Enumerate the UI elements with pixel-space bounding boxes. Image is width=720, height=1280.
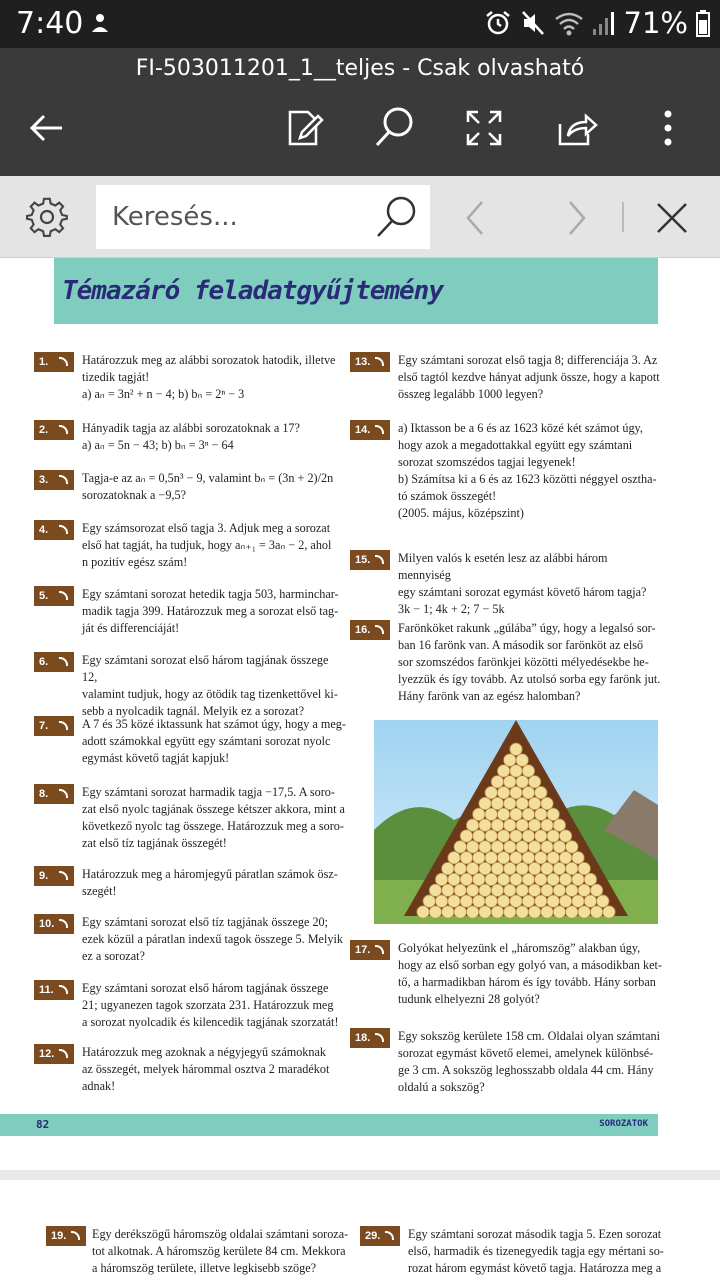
exercise-text: Egy számtani sorozat hetedik tagja 503, harminchar- madik tagja 399. Határozzuk meg a sorozat első tag- ját és differenciáját!	[82, 587, 339, 635]
log-end	[516, 884, 528, 896]
exercise-text: Tagja-e az aₙ = 0,5n³ − 9, valamint bₙ = (3n + 2)/2n sorozatoknak a −9,5?	[82, 471, 334, 502]
log-end	[516, 797, 528, 809]
log-end	[547, 873, 559, 885]
log-end	[473, 852, 485, 864]
exercise-number: 15.	[350, 550, 390, 570]
log-end	[528, 906, 540, 918]
log-end	[528, 797, 540, 809]
log-end	[504, 884, 516, 896]
log-end	[528, 819, 540, 831]
log-end	[522, 786, 534, 798]
exercise-number: 13.	[350, 352, 390, 372]
exercise-number: 29.	[360, 1226, 400, 1246]
exercise-text: A 7 és 35 közé iktassunk hat számot úgy, hogy a meg- adott számokkal együtt egy számtani sorozat nyolc egymást követő tagját kapjuk!	[82, 717, 346, 765]
mute-icon	[520, 9, 546, 37]
exercise	[34, 420, 346, 456]
exercise	[350, 550, 662, 616]
log-end	[516, 841, 528, 853]
exercise-text: Farönköket rakunk „gúlába” úgy, hogy a legalsó sor- ban 16 farönk van. A második sor farönköt az első sor szomszédos farönkjei közötti mélyedésekbe he- lyezzük és így tovább. Az utolsó sorba egy farönk jut. Hány farönk van az egész halomban?	[398, 621, 661, 703]
log-end	[479, 862, 491, 874]
exercise	[34, 866, 346, 902]
log-end	[547, 852, 559, 864]
exercise-text: Egy számtani sorozat első három tagjának összege 21; ugyanezen tagok szorzata 231. Határozzuk meg a sorozat nyolcadik és kilencedik tagjának szorzatát!	[82, 981, 339, 1029]
log-end	[528, 841, 540, 853]
exercise	[360, 1226, 680, 1280]
exercise	[34, 980, 346, 1032]
battery-level: 71%	[623, 6, 688, 40]
wifi-icon	[554, 9, 584, 37]
log-end	[504, 862, 516, 874]
exercise-number: 8.	[34, 784, 74, 804]
toolbar-divider	[622, 202, 624, 232]
log-end	[559, 895, 571, 907]
log-end	[485, 873, 497, 885]
log-end	[572, 873, 584, 885]
log-end	[466, 819, 478, 831]
close-search-icon[interactable]	[652, 198, 692, 238]
back-arrow-icon[interactable]	[22, 104, 70, 152]
log-end	[559, 830, 571, 842]
battery-icon	[696, 9, 710, 37]
exercise-text: Határozzuk meg az alábbi sorozatok hatodik, illetve tizedik tagját! a) aₙ = 3n² + n − 4; b) bₙ = 2ⁿ − 3	[82, 353, 336, 401]
log-end	[541, 841, 553, 853]
next-result-icon[interactable]	[558, 198, 594, 238]
log-end	[442, 862, 454, 874]
exercise-text: Golyókat helyezünk el „háromszög” alakban úgy, hogy az első sorban egy golyó van, a másodikban ket- tő, a harmadikban három és így tovább. Hány sorban tudunk elhelyezni 28 golyót?	[398, 941, 662, 1006]
log-end	[429, 906, 441, 918]
log-end	[516, 862, 528, 874]
log-end	[497, 808, 509, 820]
log-end	[566, 884, 578, 896]
log-end	[485, 808, 497, 820]
exercise-number: 4.	[34, 520, 74, 540]
search-box	[96, 185, 430, 249]
log-end	[522, 765, 534, 777]
log-end	[504, 841, 516, 853]
log-end	[460, 895, 472, 907]
alarm-icon	[484, 9, 512, 37]
exercise-text: Milyen valós k esetén lesz az alábbi három mennyiség egy számtani sorozat egymást követő három tagja? 3k − 1; 4k + 2; 7 − 5k	[398, 551, 647, 616]
page-footer	[0, 1114, 658, 1136]
log-end	[491, 797, 503, 809]
exercise-text: Egy számtani sorozat első három tagjának összege 12, valamint tudjuk, hogy az ötödik tag tizenkettővel ki- sebb a nyolcadik tagnál. Melyik ez a sorozat?	[82, 653, 338, 718]
log-end	[572, 852, 584, 864]
exercise	[34, 586, 346, 638]
log-end	[547, 895, 559, 907]
log-end	[541, 906, 553, 918]
log-end	[553, 906, 565, 918]
log-end	[516, 906, 528, 918]
log-end	[566, 906, 578, 918]
exercise-text: Hányadik tagja az alábbi sorozatoknak a 17? a) aₙ = 5n − 43; b) bₙ = 3ⁿ − 64	[82, 421, 300, 452]
exercise	[350, 1028, 662, 1098]
exercise-number: 12.	[34, 1044, 74, 1064]
log-end	[541, 862, 553, 874]
log-end	[535, 852, 547, 864]
document-page	[0, 258, 720, 1170]
exercise-number: 7.	[34, 716, 74, 736]
log-end	[510, 895, 522, 907]
log-end	[491, 862, 503, 874]
log-end	[485, 830, 497, 842]
log-end	[485, 895, 497, 907]
log-end	[522, 895, 534, 907]
exercise-number: 6.	[34, 652, 74, 672]
log-end	[535, 786, 547, 798]
log-end	[510, 765, 522, 777]
log-end	[460, 830, 472, 842]
exercise-text: Határozzuk meg azoknak a négyjegyű számoknak az összegét, melyek hárommal osztva 2 maradékot adnak!	[82, 1045, 330, 1093]
log-end	[435, 895, 447, 907]
log-end	[491, 841, 503, 853]
log-end	[460, 873, 472, 885]
log-end	[559, 852, 571, 864]
log-end	[584, 895, 596, 907]
log-end	[510, 743, 522, 755]
log-end	[590, 884, 602, 896]
log-end	[491, 884, 503, 896]
log-end	[473, 808, 485, 820]
log-end	[510, 808, 522, 820]
log-end	[578, 906, 590, 918]
log-end	[522, 808, 534, 820]
exercise	[350, 352, 662, 404]
log-end	[435, 873, 447, 885]
exercise-text: Egy számtani sorozat harmadik tagja −17,5. A soro- zat első nyolc tagjának összege kétszer akkora, mint a következő nyolc tag összege. Határozzuk meg a soro- zat első tíz tagjának összegét!	[82, 785, 345, 850]
log-end	[597, 895, 609, 907]
exercise	[34, 652, 346, 718]
log-end	[466, 906, 478, 918]
log-end	[566, 862, 578, 874]
exercise-number: 16.	[350, 620, 390, 640]
log-end	[504, 776, 516, 788]
log-end	[448, 873, 460, 885]
chapter-title: Témazáró feladatgyűjtemény	[62, 276, 443, 306]
log-end	[448, 852, 460, 864]
exercise-number: 14.	[350, 420, 390, 440]
log-end	[541, 797, 553, 809]
status-bar	[0, 0, 720, 48]
fullscreen-icon[interactable]	[460, 104, 508, 152]
log-end	[547, 808, 559, 820]
exercise-text: Egy sokszög kerülete 158 cm. Oldalai olyan számtani sorozat egymást követő elemei, amelynek különbsé- ge 3 cm. A sokszög leghosszabb oldala 44 cm. Hány oldalú a sokszög?	[398, 1029, 660, 1094]
log-end	[497, 852, 509, 864]
log-end	[535, 830, 547, 842]
exercise	[350, 940, 662, 1010]
status-right	[484, 6, 710, 40]
chapter-banner	[54, 258, 658, 324]
log-end	[516, 754, 528, 766]
search-icon[interactable]	[370, 104, 418, 152]
more-options-icon[interactable]	[644, 104, 692, 152]
log-end	[479, 797, 491, 809]
exercise	[34, 716, 346, 768]
log-end	[497, 873, 509, 885]
log-end	[473, 873, 485, 885]
log-end	[479, 841, 491, 853]
log-end	[584, 873, 596, 885]
exercise	[34, 784, 346, 854]
exercise-number: 5.	[34, 586, 74, 606]
log-end	[504, 797, 516, 809]
log-end	[578, 862, 590, 874]
exercise	[46, 1226, 356, 1280]
exercise-number: 19.	[46, 1226, 86, 1246]
log-end	[423, 895, 435, 907]
log-end	[541, 884, 553, 896]
previous-result-icon[interactable]	[458, 198, 494, 238]
log-end	[473, 895, 485, 907]
log-end	[510, 786, 522, 798]
log-end	[454, 906, 466, 918]
exercise	[350, 620, 662, 706]
log-end	[442, 884, 454, 896]
exercise-text: Egy derékszögű háromszög oldalai számtani soroza- tot alkotnak. A háromszög kerülete 84 cm. Mekkora a háromszög területe, illetve legkisebb szöge?	[92, 1227, 349, 1275]
exercise-number: 11.	[34, 980, 74, 1000]
settings-gear-icon[interactable]	[26, 196, 68, 238]
log-end	[559, 873, 571, 885]
exercise-text: a) Iktasson be a 6 és az 1623 közé két számot úgy, hogy azok a megadottakkal együtt egy számtani sorozat szomszédos tagjai legyenek! b) Számítsa ki a 6 és az 1623 közötti néggyel osztha- tó számok összegét! (2005. május, középszint)	[398, 421, 657, 520]
exercise-text: Egy számtani sorozat első tagja 8; differenciája 3. Az első tagtól kezdve hányat adjunk össze, hogy a kapott összeg legalább 1000 legyen?	[398, 353, 660, 401]
log-end	[466, 841, 478, 853]
log-end	[516, 819, 528, 831]
signal-icon	[592, 9, 616, 37]
log-end	[510, 852, 522, 864]
document-title: FI-503011201_1__teljes - Csak olvasható	[135, 56, 585, 81]
exercise	[34, 470, 346, 510]
exercise	[34, 1044, 346, 1096]
log-end	[473, 830, 485, 842]
log-end	[510, 873, 522, 885]
exercise	[34, 914, 346, 966]
log-end	[528, 884, 540, 896]
log-end	[466, 884, 478, 896]
log-end	[479, 819, 491, 831]
log-end	[535, 808, 547, 820]
exercise-number: 17.	[350, 940, 390, 960]
log-end	[491, 819, 503, 831]
exercise-text: Egy számtani sorozat első tíz tagjának összege 20; ezek közül a páratlan indexű tagok összege 5. Melyik ez a sorozat?	[82, 915, 343, 963]
log-end	[497, 786, 509, 798]
log-end	[497, 830, 509, 842]
log-end	[578, 884, 590, 896]
log-end	[603, 906, 615, 918]
exercise-text: Határozzuk meg a háromjegyű páratlan számok ösz- szegét!	[82, 867, 338, 898]
annotate-icon[interactable]	[280, 104, 328, 152]
log-end	[497, 765, 509, 777]
log-end	[429, 884, 441, 896]
log-end	[547, 830, 559, 842]
exercise-number: 18.	[350, 1028, 390, 1048]
document-page-next	[0, 1180, 720, 1280]
page-number: 82	[36, 1118, 50, 1131]
log-end	[479, 906, 491, 918]
log-pyramid-illustration	[374, 720, 658, 924]
section-name: SOROZATOK	[599, 1119, 648, 1129]
status-time: 7:40	[16, 6, 84, 41]
log-end	[522, 873, 534, 885]
log-end	[553, 819, 565, 831]
exercise	[34, 520, 346, 572]
log-end	[460, 852, 472, 864]
log-end	[479, 884, 491, 896]
search-input[interactable]	[112, 185, 372, 249]
log-end	[454, 841, 466, 853]
log-end	[535, 873, 547, 885]
log-end	[491, 776, 503, 788]
log-end	[466, 862, 478, 874]
log-end	[572, 895, 584, 907]
search-field-icon[interactable]	[372, 193, 420, 241]
exercise-text: Egy számsorozat első tagja 3. Adjuk meg a sorozat első hat tagját, ha tudjuk, hogy aₙ₊₁ = 3aₙ − 2, ahol n pozitív egész szám!	[82, 521, 332, 569]
log-end	[417, 906, 429, 918]
log-end	[504, 754, 516, 766]
log-end	[522, 830, 534, 842]
log-end	[553, 884, 565, 896]
exercise	[34, 352, 346, 402]
notification-icon	[88, 12, 112, 36]
log-end	[454, 862, 466, 874]
log-end	[535, 895, 547, 907]
log-end	[528, 862, 540, 874]
log-end	[504, 819, 516, 831]
log-end	[516, 776, 528, 788]
log-end	[485, 852, 497, 864]
log-end	[541, 819, 553, 831]
search-toolbar	[0, 176, 720, 258]
log-end	[497, 895, 509, 907]
exercise	[350, 420, 662, 524]
log-end	[522, 852, 534, 864]
log-end	[448, 895, 460, 907]
log-end	[442, 906, 454, 918]
share-icon[interactable]	[552, 104, 600, 152]
log-end	[454, 884, 466, 896]
log-end	[553, 862, 565, 874]
log-end	[590, 906, 602, 918]
log-end	[553, 841, 565, 853]
log-end	[528, 776, 540, 788]
log-end	[491, 906, 503, 918]
log-end	[504, 906, 516, 918]
log-end	[510, 830, 522, 842]
exercise-text: Egy számtani sorozat második tagja 5. Ezen sorozat első, harmadik és tizenegyedik tagja egy mértani so- rozat három egymást követő tagja. Határozza meg a	[408, 1227, 664, 1275]
log-end	[485, 786, 497, 798]
exercise-number: 9.	[34, 866, 74, 886]
exercise-number: 10.	[34, 914, 74, 934]
app-bar	[0, 48, 720, 176]
exercise-number: 1.	[34, 352, 74, 372]
exercise-number: 3.	[34, 470, 74, 490]
log-end	[566, 841, 578, 853]
exercise-number: 2.	[34, 420, 74, 440]
